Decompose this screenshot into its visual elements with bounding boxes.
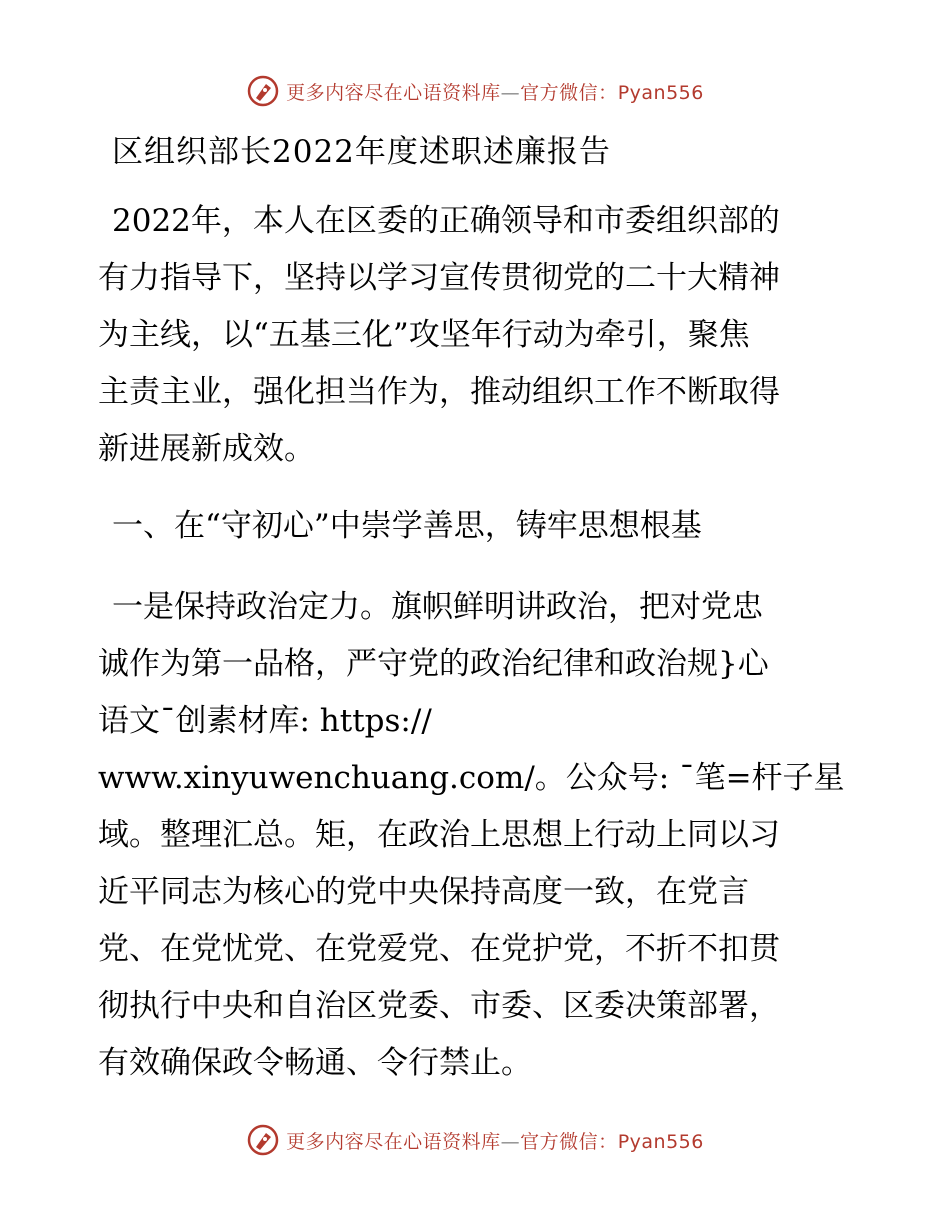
paragraph-line: 彻执行中央和自治区党委、市委、区委决策部署， (98, 988, 780, 1024)
banner-text (286, 78, 704, 105)
banner-contact-label: 官方微信： (520, 81, 618, 104)
section-paragraph (98, 579, 858, 1092)
banner-brand: 更多内容尽在心语资料库 (286, 81, 501, 104)
banner-wechat-id: Pyan556 (617, 81, 704, 104)
header-banner (0, 71, 950, 111)
banner-wechat-id: Pyan556 (617, 1130, 704, 1153)
intro-paragraph (98, 193, 858, 478)
paragraph-line: 近平同志为核心的党中央保持高度一致，在党言 (98, 874, 749, 910)
paragraph-line: 新进展新成效。 (98, 431, 315, 467)
banner-contact-label: 官方微信： (520, 1130, 618, 1153)
document-title: 区组织部长2022年度述职述廉报告 (112, 134, 611, 170)
banner-separator: — (500, 1130, 521, 1153)
paragraph-line: 为主线，以“五基三化”攻坚年行动为牵引，聚焦 (98, 317, 750, 353)
pen-nib-logo-icon (246, 74, 280, 108)
paragraph-line: 2022年，本人在区委的正确领导和市委组织部的 (112, 203, 780, 239)
paragraph-line: 主责主业，强化担当作为，推动组织工作不断取得 (98, 374, 780, 410)
paragraph-line: 语文¯创素材库: https:// (98, 703, 432, 739)
paragraph-line: 党、在党忧党、在党爱党、在党护党，不折不扣贯 (98, 931, 780, 967)
pen-nib-logo-icon (246, 1123, 280, 1157)
paragraph-line: 域。整理汇总。矩，在政治上思想上行动上同以习 (98, 817, 780, 853)
paragraph-line: 诚作为第一品格，严守党的政治纪律和政治规}心 (98, 646, 769, 682)
paragraph-line: 有效确保政令畅通、令行禁止。 (98, 1045, 532, 1081)
banner-text (286, 1127, 704, 1154)
footer-banner (0, 1120, 950, 1160)
paragraph-line: 一是保持政治定力。旗帜鲜明讲政治，把对党忠 (112, 589, 763, 625)
section-heading: 一、在“守初心”中崇学善思，铸牢思想根基 (112, 508, 702, 544)
paragraph-line: 有力指导下，坚持以学习宣传贯彻党的二十大精神 (98, 260, 780, 296)
banner-separator: — (500, 81, 521, 104)
banner-brand: 更多内容尽在心语资料库 (286, 1130, 501, 1153)
paragraph-line: www.xinyuwenchuang.com/。公众号: ¯笔=杆子星 (98, 760, 845, 796)
